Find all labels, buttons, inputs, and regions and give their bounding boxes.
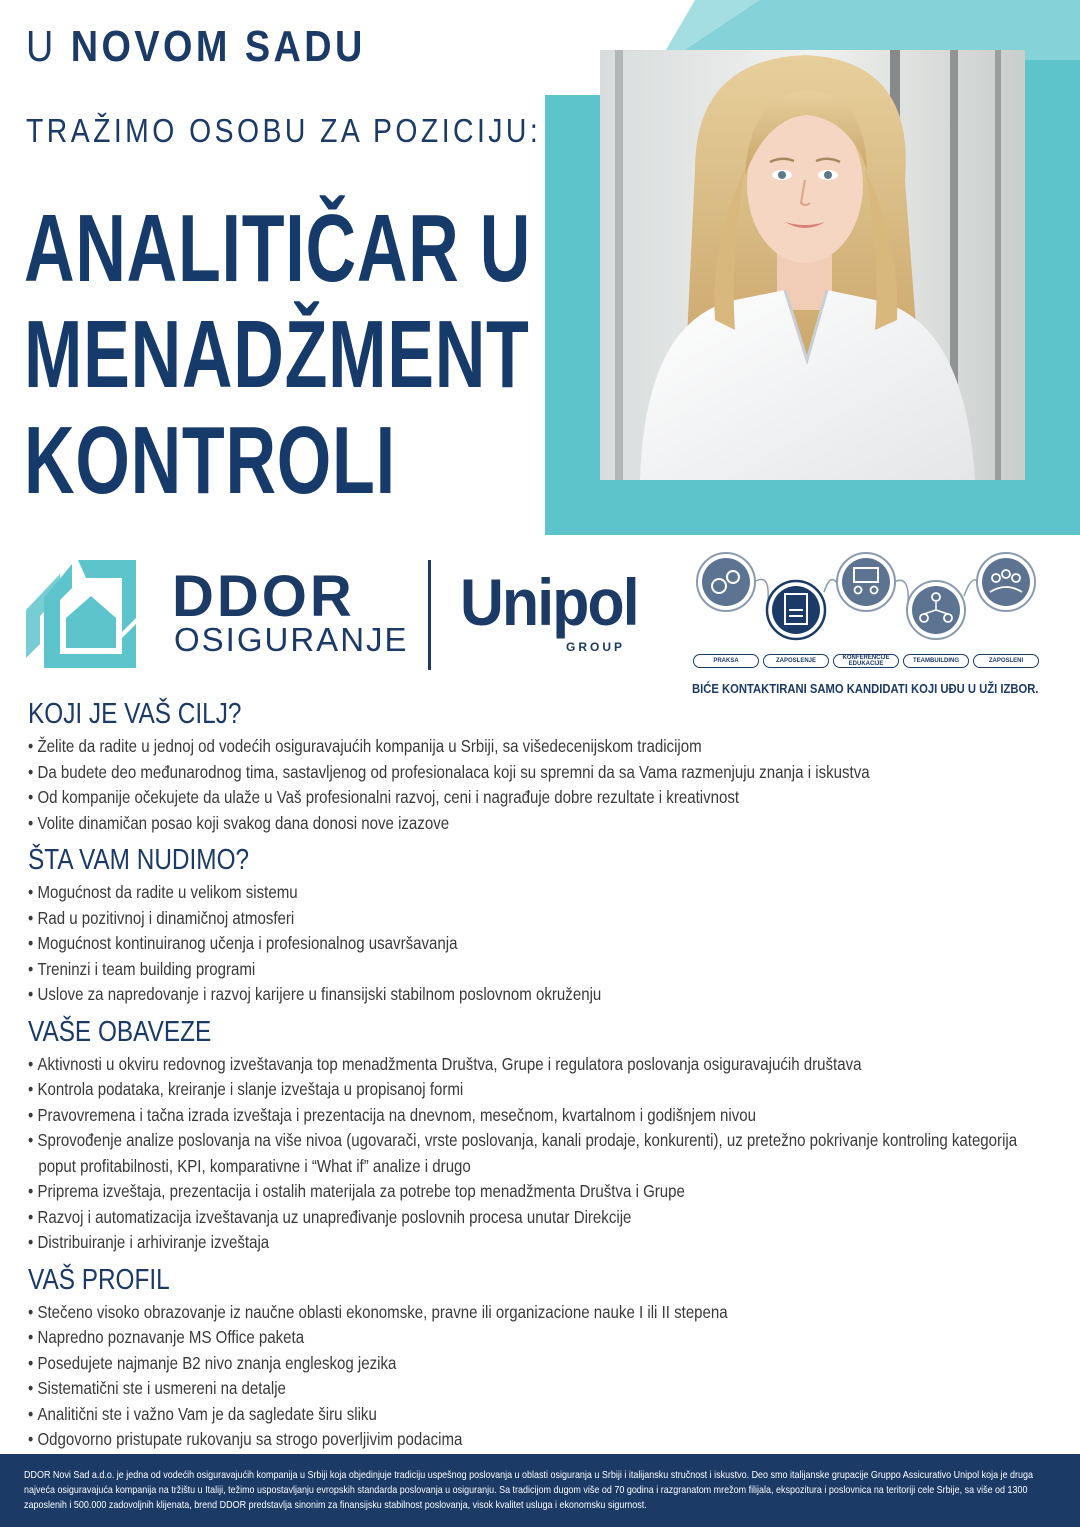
offer-list [28,880,1068,1008]
hero-photo [545,0,1080,535]
list-item: • Odgovorno pristupate rukovanju sa strogo poverljivim podacima [28,1427,1075,1453]
section-title-profile: VAŠ PROFIL [28,1263,170,1296]
section-title-goal: KOJI JE VAŠ CILJ? [28,698,242,730]
list-item: • Kontrola podataka, kreiranje i slanje izveštaja u propisanoj formi [28,1077,1075,1103]
ddor-brand-name: DDOR [172,564,355,629]
list-item: • Razvoj i automatizacija izveštavanja uz unapređivanje poslovnih procesa unutar Direkcije [28,1205,1075,1231]
list-item: • Uslove za napredovanje i razvoj karijere u finansijski stabilnom poslovnom okruženju [28,982,1075,1008]
step-label-konferencije: KONFERENCIJE EDUKACIJE [833,654,899,668]
city-heading [26,22,366,72]
logo-divider [428,560,431,670]
job-title [24,196,531,514]
ddor-house-logo [26,560,156,672]
company-footer [0,1454,1080,1527]
team-group-icon [977,553,1035,611]
list-item: • Stečeno visoko obrazovanje iz naučne oblasti ekonomske, pravne ili organizacione nauke I ili II stepena [28,1300,1075,1326]
company-description: DDOR Novi Sad a.d.o. je jedna od vodećih osiguravajućih kompanija u Srbiji koja objedinjuje tradiciju uspešnog poslovanja u oblasti osiguranja u Srbiji i italijansku stručnost i iskustvo. Deo smo italijanske grupacije Gruppo Assicurativo Unipol koja je druga najveća osiguravajuća kompanija na tržištu u Italiji, težimo uspostavljanju evropskih standarda poslovanja u osiguranju. Sa tradicijom dugom više od 70 godina i razgranatom mrežom filijala, ekspozitura i poslovnica na teritoriji cele Srbije, sa više od 1300 zaposlenih i 500.000 zadovoljnih klijenata, brend DDOR predstavlja sinonim za finansijsku stabilnost poslovanja, visok kvalitet usluga i ekonomsku sigurnost. [24,1469,1034,1511]
presentation-people-icon [837,553,895,611]
list-item: • Da budete deo međunarodnog tima, sastavljenog od profesionalaca koji su spremni da sa Vama razmenjuju znanja i iskustva [28,760,1075,786]
list-item: • Pravovremena i tačna izrada izveštaja i prezentacija na dnevnom, mesečnom, kvartalnom i godišnjem nivou [28,1103,1075,1129]
section-title-duties: VAŠE OBAVEZE [28,1015,212,1048]
list-item: • Sprovođenje analize poslovanja na više nivoa (ugovarači, vrste poslovanja, kanali prodaje, konkurenti), uz pretežno pokrivanje kontroling kategorija [28,1128,1075,1154]
list-item: • Od kompanije očekujete da ulaže u Vaš profesionalni razvoj, ceni i nagrađuje dobre rezultate i kreativnost [28,785,1075,811]
list-item: • Aktivnosti u okviru redovnog izveštavanja top menadžmenta Društva, Grupe i regulatora poslovanja osiguravajućih društava [28,1052,1075,1078]
job-title-line-2: MENADŽMENT [24,301,530,408]
cv-document-icon [767,581,825,639]
goal-list [28,734,1068,836]
list-item: • Sistematični ste i usmereni na detalje [28,1376,1075,1402]
list-item: • Posedujete najmanje B2 nivo znanja engleskog jezika [28,1351,1075,1377]
gears-clock-icon [697,553,755,611]
unipol-brand-subtitle: GROUP [566,640,626,654]
section-title-offer: ŠTA VAM NUDIMO? [28,844,250,876]
job-title-line-1: ANALITIČAR U [24,195,532,302]
profile-list [28,1300,1068,1453]
list-item: • Želite da radite u jednoj od vodećih osiguravajućih kompanija u Srbiji, sa višedecenijskom tradicijom [28,734,1075,760]
list-item: • Analitični ste i važno Vam je da sagledate širu sliku [28,1402,1075,1428]
city-prefix: U [26,22,57,71]
step-label-zaposleni: ZAPOSLENI [973,654,1039,668]
step-label-zaposlenje: ZAPOSLENJE [763,654,829,668]
list-item: • Mogućnost da radite u velikom sistemu [28,880,1075,906]
job-title-line-3: KONTROLI [24,407,396,514]
step-label-praksa: PRAKSA [693,654,759,668]
list-item-continuation: poput profitabilnosti, KPI, komparativne i “What if” analize i drugo [38,1155,471,1176]
list-item: • Distribuiranje i arhiviranje izveštaja [28,1230,1075,1256]
job-details [28,696,1068,1459]
list-item: • Treninzi i team building programi [28,957,1075,983]
unipol-brand-name: Unipol [460,565,638,639]
ddor-brand-subtitle: OSIGURANJE [174,621,409,658]
step-label-teambuilding: TEAMBUILDING [903,654,969,668]
network-people-icon [907,581,965,639]
list-item: • Napredno poznavanje MS Office paketa [28,1325,1075,1351]
shortlist-note: BIĆE KONTAKTIRANI SAMO KANDIDATI KOJI UĐU U UŽI IZBOR. [692,682,1039,696]
hiring-process [690,552,1050,672]
list-item: • Priprema izveštaja, prezentacija i ostalih materijala za potrebe top menadžmenta Društva i Grupe [28,1179,1075,1205]
duties-list [28,1052,1068,1256]
list-item: • Mogućnost kontinuiranog učenja i profesionalnog usavršavanja [28,931,1075,957]
list-item: • Volite dinamičan posao koji svakog dana donosi nove izazove [28,811,1075,837]
seeking-subtitle: TRAŽIMO OSOBU ZA POZICIJU: [26,112,542,149]
list-item: • Rad u pozitivnoj i dinamičnoj atmosferi [28,906,1075,932]
city-name: NOVOM SADU [70,22,366,71]
